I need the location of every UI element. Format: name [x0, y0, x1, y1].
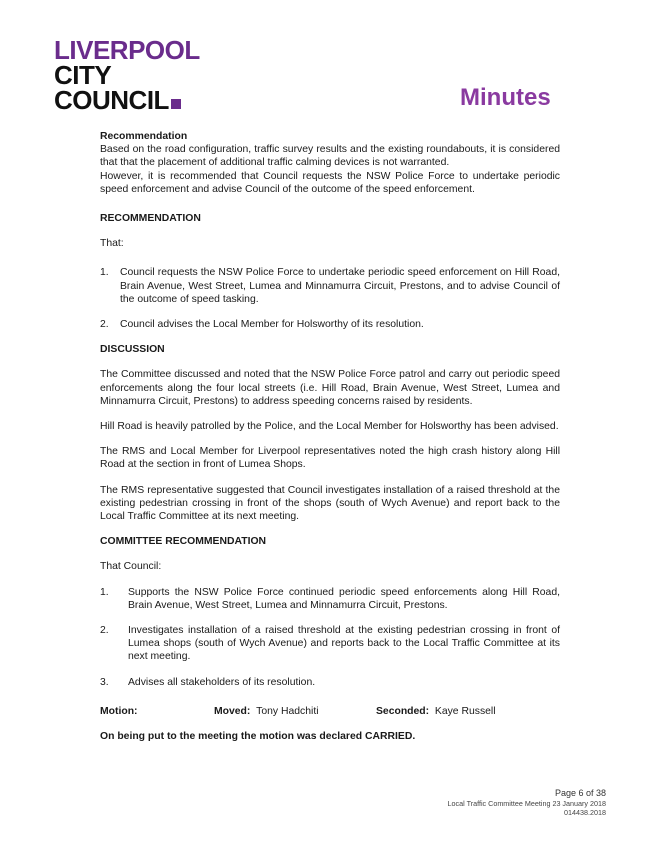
moved-by-name: Tony Hadchiti	[256, 705, 319, 717]
discussion-paragraph: Hill Road is heavily patrolled by the Police, and the Local Member for Holsworthy has been advised.	[100, 421, 559, 433]
council-logo	[54, 35, 224, 115]
discussion-paragraph: The Committee discussed and noted that the NSW Police Force patrol and carry out periodic speed enforcements along the four local streets (i.e. Hill Road, Brain Avenue, West Street, Lumea and Minnamurra Circuit, Prestons) to address speeding concerns raised by residents.	[100, 369, 560, 407]
logo-line-liverpool: LIVERPOOL	[54, 35, 200, 65]
recommendation-intro-paragraph-1: Based on the road configuration, traffic survey results and the existing roundabouts, it is considered that that the placement of additional traffic calming devices is not warranted.	[100, 144, 560, 169]
recommendation-heading: RECOMMENDATION	[100, 213, 201, 225]
recommendation-item	[100, 266, 560, 306]
item-text: Investigates installation of a raised threshold at the existing pedestrian crossing in front of Lumea shops (south of Wych Avenue) and reports back to the Local Traffic Committee at its next meeting.	[128, 625, 560, 663]
item-number: 2.	[100, 319, 109, 331]
seconded-label: Seconded:	[376, 705, 430, 717]
recommendation-that: That:	[100, 238, 124, 250]
document-type-title: Minutes	[460, 84, 551, 111]
item-number: 2.	[100, 625, 109, 637]
recommendation-intro-paragraph-2: However, it is recommended that Council requests the NSW Police Force to undertake periodic speed enforcement and advise Council of the outcome of the speed enforcement.	[100, 170, 560, 195]
logo-council-text: COUNCIL	[54, 85, 169, 115]
moved-by	[214, 705, 376, 718]
committee-recommendation-heading: COMMITTEE RECOMMENDATION	[100, 536, 267, 548]
moved-label: Moved:	[214, 705, 251, 717]
item-text: Advises all stakeholders of its resolution.	[128, 676, 316, 688]
motion-result: On being put to the meeting the motion was declared CARRIED.	[100, 731, 416, 743]
motion-label: Motion:	[100, 705, 138, 717]
discussion-heading: DISCUSSION	[100, 344, 165, 356]
item-text: Council advises the Local Member for Holsworthy of its resolution.	[120, 319, 424, 331]
item-number: 1.	[100, 586, 109, 598]
logo-line-council	[54, 85, 224, 115]
item-number: 1.	[100, 267, 109, 279]
recommendation-intro-heading: Recommendation	[100, 131, 188, 142]
committee-that: That Council:	[100, 561, 162, 573]
discussion-paragraph: The RMS and Local Member for Liverpool representatives noted the high crash history along Hill Road at the section in front of Lumea Shops.	[100, 446, 560, 471]
logo-mark-icon	[171, 99, 181, 109]
committee-item	[100, 586, 560, 612]
recommendation-item	[100, 318, 560, 331]
discussion-paragraph: The RMS representative suggested that Council investigates installation of a raised threshold at the existing pedestrian crossing in front of the shops (south of Wych Avenue) and report back to the Local Traffic Committee at its next meeting.	[100, 484, 560, 523]
committee-item	[100, 676, 560, 689]
item-number: 3.	[100, 676, 109, 688]
motion-row	[100, 705, 560, 718]
minutes-body	[100, 130, 560, 743]
meeting-name: Local Traffic Committee Meeting 23 January 2018	[447, 798, 606, 808]
page-number: Page 6 of 38	[554, 788, 606, 798]
item-text: Supports the NSW Police Force continued periodic speed enforcements along Hill Road, Brain Avenue, West Street, Lumea and Minnamurra Circuit, Prestons.	[128, 586, 560, 611]
page-footer	[448, 788, 606, 818]
logo-line-city: CITY	[54, 60, 112, 90]
seconded-by-name: Kaye Russell	[434, 705, 496, 717]
committee-item	[100, 624, 560, 664]
document-ref: 014438.2018	[564, 808, 606, 817]
seconded-by	[376, 705, 496, 718]
item-text: Council requests the NSW Police Force to undertake periodic speed enforcement on Hill Road, Brain Avenue, West Street, Lumea and Minnamurra Circuit, Prestons, and to advise Council of the outcome of speed tasking.	[120, 267, 560, 305]
